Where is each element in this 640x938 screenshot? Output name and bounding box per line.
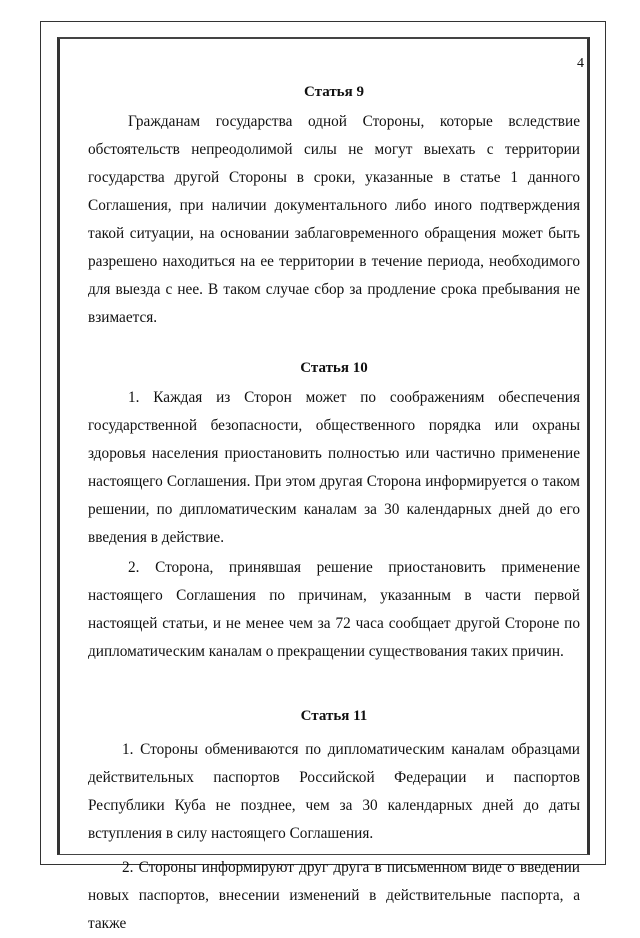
article-10-paragraph-1: 1. Каждая из Сторон может по соображениям обеспечения государственной безопасности, общественного порядка или охраны здоровья населения приостановить полностью или частично применение настоящего Соглашения. При этом другая Сторона информируется о таком решении, по дипломатическим каналам за 30 календарных дней до его введения в действие.	[88, 389, 580, 546]
article-11-paragraph-2: 2. Стороны информируют друг друга в письменном виде о введении новых паспортов, внесении изменений в действительные паспорта, а также	[88, 859, 580, 932]
article-9-paragraph: Гражданам государства одной Стороны, которые вследствие обстоятельств непреодолимой силы не могут выехать с территории государства другой Стороны в сроки, указанные в статье 1 данного Соглашения, при наличии документального либо иного подтверждения такой ситуации, на основании заблаговременного обращения может быть разрешено находиться на ее территории в течение периода, необходимого для выезда с нее. В таком случае сбор за продление срока пребывания не взимается.	[88, 113, 580, 326]
page-number: 4	[577, 56, 584, 71]
article-10-paragraph-2: 2. Сторона, принявшая решение приостановить применение настоящего Соглашения по причинам, указанным в части первой настоящей статьи, и не менее чем за 72 часа сообщает другой Стороне по дипломатическим каналам о прекращении существования таких причин.	[88, 559, 580, 660]
document-body	[88, 78, 580, 938]
article-10-heading: Статья 10	[300, 360, 368, 376]
article-9-heading: Статья 9	[304, 84, 364, 100]
article-11-paragraph-1: 1. Стороны обмениваются по дипломатическим каналам образцами действительных паспортов Российской Федерации и паспортов Республики Куба не позднее, чем за 30 календарных дней до даты вступления в силу настоящего Соглашения.	[88, 741, 580, 842]
article-11-heading: Статья 11	[300, 708, 368, 724]
